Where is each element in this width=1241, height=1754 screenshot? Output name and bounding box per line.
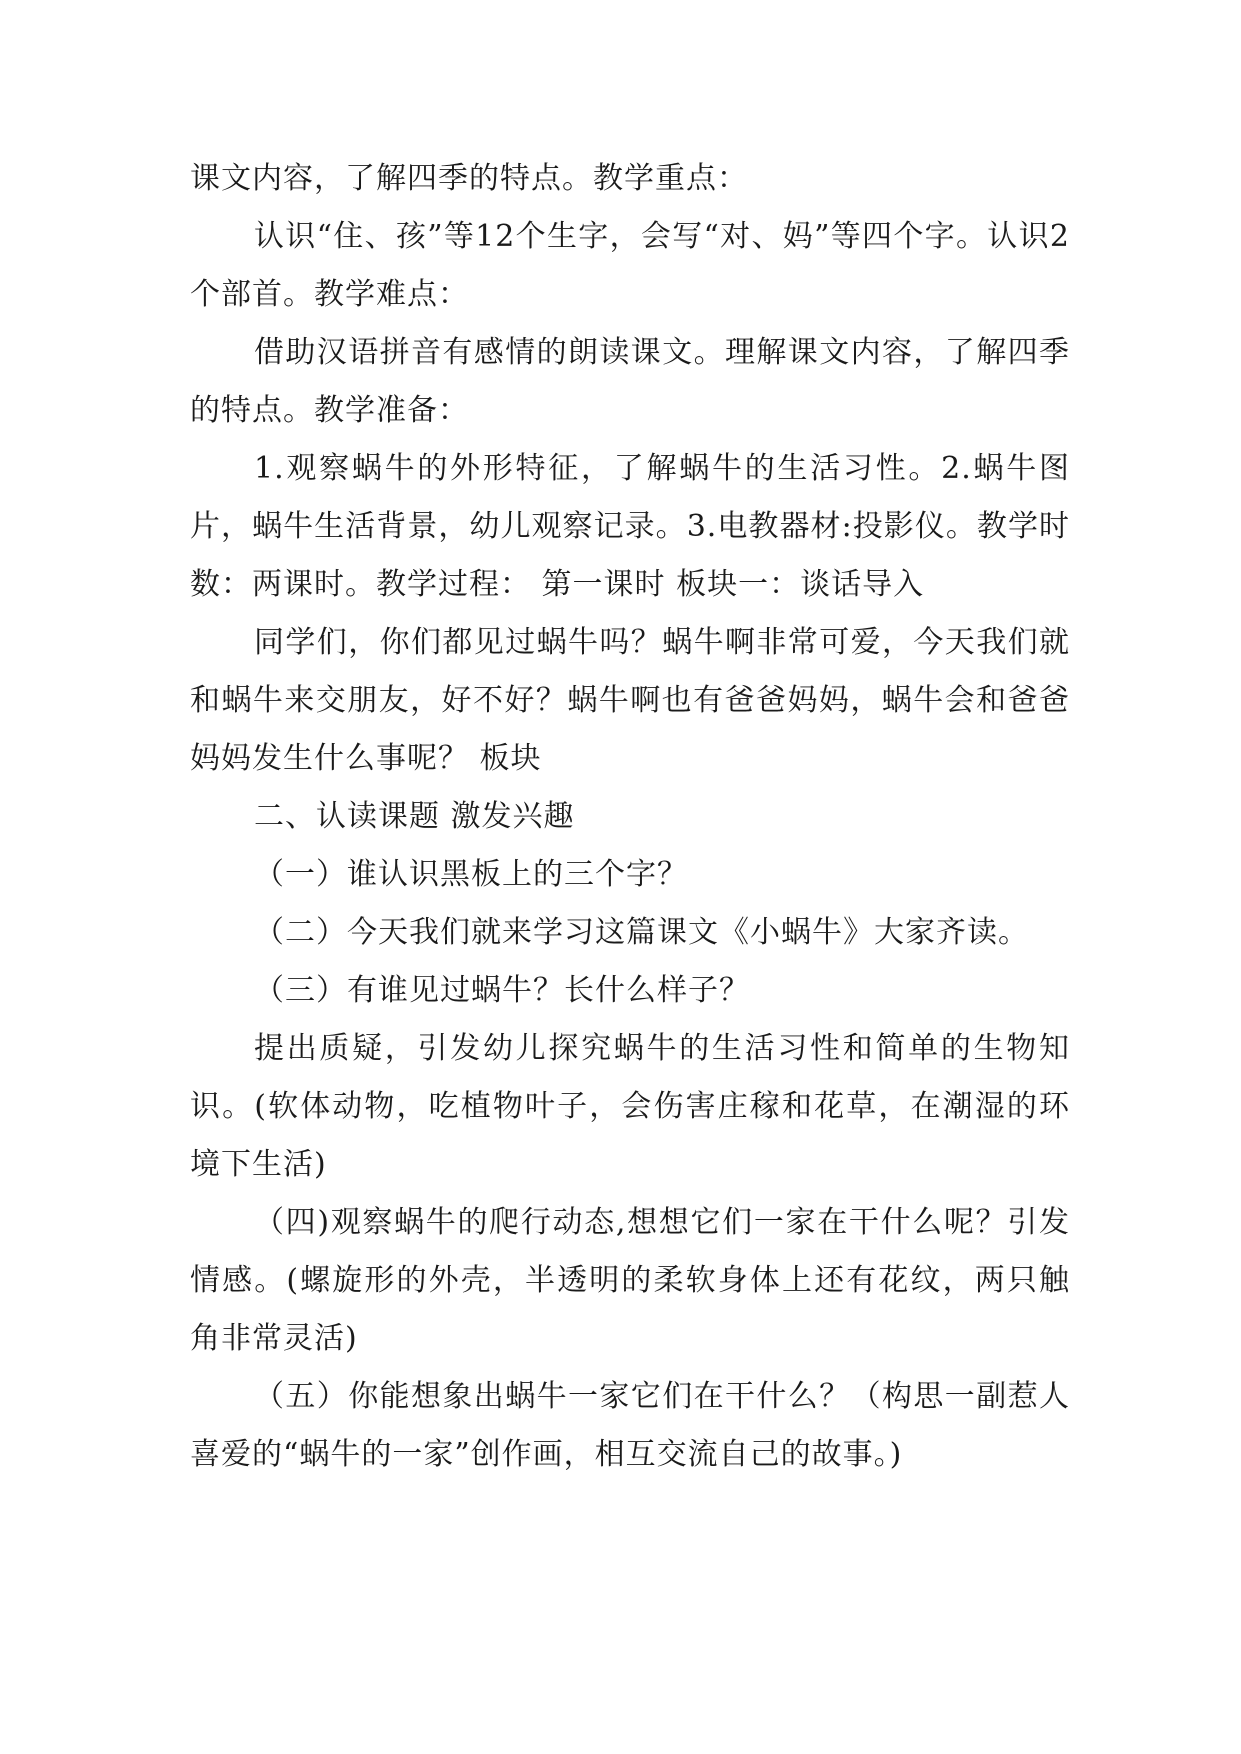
paragraph-3: 借助汉语拼音有感情的朗读课文。理解课文内容，了解四季的特点。教学准备： [190, 335, 1070, 428]
paragraph-7: （一）谁认识黑板上的三个字？ [254, 857, 688, 892]
paragraph-9: （三）有谁见过蜗牛？长什么样子？ [254, 973, 750, 1008]
paragraph-11: （四)观察蜗牛的爬行动态,想想它们一家在干什么呢？引发情感。(螺旋形的外壳，半透明的柔软身体上还有花纹，两只触角非常灵活) [190, 1205, 1070, 1356]
paragraph-2: 认识“住、孩”等12个生字，会写“对、妈”等四个字。认识2个部首。教学难点： [190, 219, 1070, 312]
paragraph-10: 提出质疑，引发幼儿探究蜗牛的生活习性和简单的生物知识。(软体动物，吃植物叶子，会伤害庄稼和花草，在潮湿的环境下生活) [190, 1031, 1070, 1182]
paragraph-1: 课文内容，了解四季的特点。教学重点： [190, 161, 748, 196]
document-page [190, 150, 1070, 1484]
paragraph-5: 同学们，你们都见过蜗牛吗？蜗牛啊非常可爱，今天我们就和蜗牛来交朋友，好不好？蜗牛啊也有爸爸妈妈，蜗牛会和爸爸妈妈发生什么事呢？ 板块 [190, 625, 1070, 776]
paragraph-8: （二）今天我们就来学习这篇课文《小蜗牛》大家齐读。 [254, 915, 1029, 950]
paragraph-6: 二、认读课题 激发兴趣 [254, 799, 575, 834]
paragraph-4: 1.观察蜗牛的外形特征，了解蜗牛的生活习性。2.蜗牛图片，蜗牛生活背景，幼儿观察记录。3.电教器材:投影仪。教学时数：两课时。教学过程： 第一课时 板块一：谈话导入 [190, 451, 1070, 602]
paragraph-12: （五）你能想象出蜗牛一家它们在干什么？（构思一副惹人喜爱的“蜗牛的一家”创作画，相互交流自己的故事。) [190, 1379, 1070, 1472]
